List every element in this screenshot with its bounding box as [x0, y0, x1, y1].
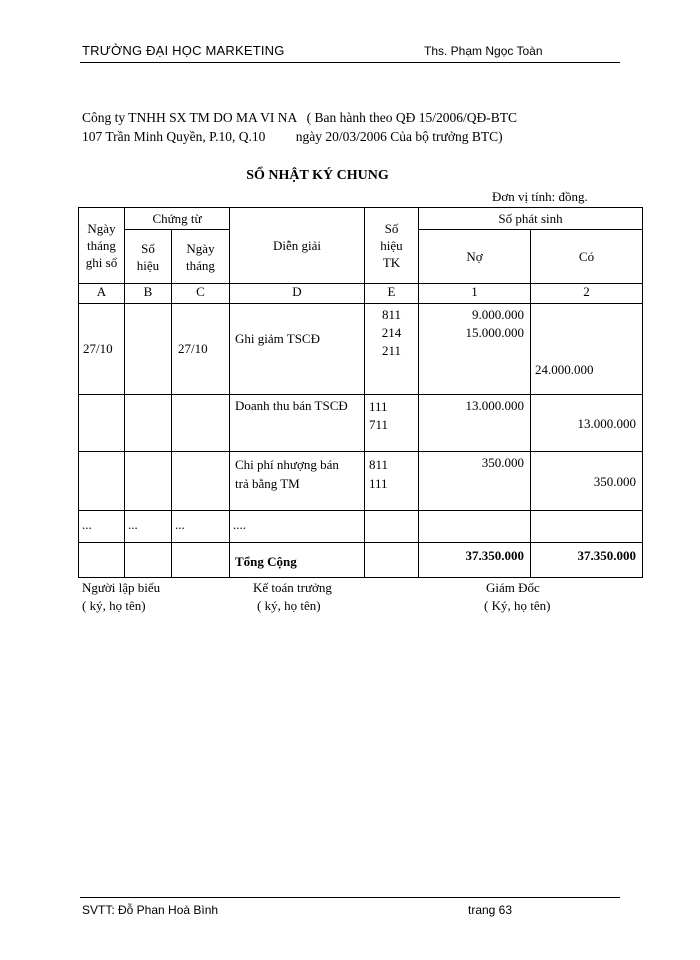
entry-description: Ghi giảm TSCĐ	[230, 304, 365, 395]
code-cell: B	[125, 284, 172, 304]
school-name: TRƯỜNG ĐẠI HỌC MARKETING	[82, 43, 285, 58]
table-row	[79, 395, 643, 452]
ellipsis-cell: ...	[172, 511, 230, 543]
entry-debit: 350.000	[419, 452, 531, 511]
code-cell: E	[365, 284, 419, 304]
table-row	[79, 511, 643, 543]
company-line-2: 107 Trần Minh Quyền, P.10, Q.10 ngày 20/03/2006 Của bộ trưởng BTC)	[82, 129, 503, 144]
header-voucher-date: Ngày tháng	[172, 230, 230, 284]
table-row	[79, 452, 643, 511]
code-row	[79, 284, 643, 304]
ellipsis-cell: ....	[230, 511, 365, 543]
total-empty	[125, 543, 172, 578]
entry-debit: 13.000.000	[419, 395, 531, 452]
header-debit: Nợ	[419, 230, 531, 284]
header-voucher: Chứng từ	[125, 208, 230, 230]
entry-date	[79, 452, 125, 511]
ellipsis-cell: ...	[125, 511, 172, 543]
entry-voucher-date: 27/10	[172, 304, 230, 395]
signature-director: Giám Đốc ( Ký, họ tên)	[484, 580, 551, 613]
entry-description: Doanh thu bán TSCĐ	[230, 395, 365, 452]
teacher-name: Ths. Phạm Ngọc Toàn	[424, 44, 543, 58]
total-row	[79, 543, 643, 578]
code-cell: C	[172, 284, 230, 304]
entry-date	[79, 395, 125, 452]
entry-credit	[531, 511, 643, 543]
entry-credit: 13.000.000	[531, 395, 643, 452]
total-debit: 37.350.000	[419, 543, 531, 578]
footer-rule	[80, 897, 620, 898]
entry-description: Chi phí nhượng bán trả bằng TM	[230, 452, 365, 511]
entry-voucher-date	[172, 452, 230, 511]
header-row-1	[79, 208, 643, 230]
entry-accounts: 811 111	[365, 452, 419, 511]
total-label: Tổng Cộng	[230, 543, 365, 578]
entry-debit	[419, 511, 531, 543]
header-credit: Có	[531, 230, 643, 284]
code-cell: D	[230, 284, 365, 304]
entry-credit: 350.000	[531, 452, 643, 511]
header-account: Số hiệu TK	[365, 208, 419, 284]
header-amount: Số phát sinh	[419, 208, 643, 230]
entry-debit: 9.000.000 15.000.000	[419, 304, 531, 395]
entry-accounts: 111 711	[365, 395, 419, 452]
page-number: trang 63	[468, 903, 513, 917]
entry-accounts: 811 214 211	[365, 304, 419, 395]
entry-voucher-no	[125, 452, 172, 511]
header-date-recorded: Ngày tháng ghi sổ	[79, 208, 125, 284]
document-title: SỔ NHẬT KÝ CHUNG	[246, 168, 389, 183]
total-empty	[79, 543, 125, 578]
company-line-1: Công ty TNHH SX TM DO MA VI NA ( Ban hành theo QĐ 15/2006/QĐ-BTC	[82, 110, 518, 125]
total-empty	[172, 543, 230, 578]
entry-voucher-date	[172, 395, 230, 452]
header-voucher-no: Số hiệu	[125, 230, 172, 284]
total-credit: 37.350.000	[531, 543, 643, 578]
entry-credit: 24.000.000	[531, 304, 643, 395]
table-row	[79, 304, 643, 395]
journal-table	[78, 207, 643, 578]
entry-voucher-no	[125, 304, 172, 395]
entry-accounts	[365, 511, 419, 543]
signature-preparer: Người lập biểu ( ký, họ tên)	[82, 580, 161, 613]
entry-voucher-no	[125, 395, 172, 452]
total-empty	[365, 543, 419, 578]
code-cell: 1	[419, 284, 531, 304]
header-description: Diễn giải	[230, 208, 365, 284]
ellipsis-cell: ...	[79, 511, 125, 543]
currency-unit: Đơn vị tính: đồng.	[492, 189, 588, 204]
code-cell: A	[79, 284, 125, 304]
student-name: SVTT: Đỗ Phan Hoà Bình	[82, 903, 219, 917]
code-cell: 2	[531, 284, 643, 304]
signature-accountant: Kế toán trưởng ( ký, họ tên)	[253, 580, 332, 613]
header-rule	[80, 62, 620, 63]
entry-date: 27/10	[79, 304, 125, 395]
